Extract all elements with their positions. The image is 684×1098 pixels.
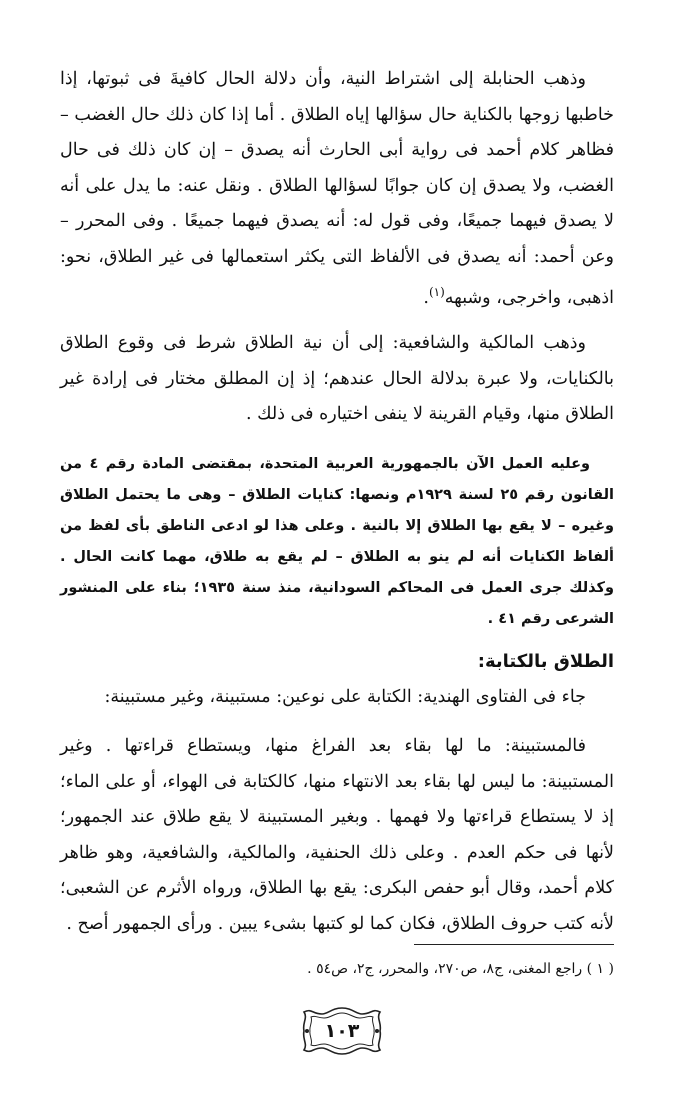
page-number: ١٠٣ [324, 1020, 360, 1042]
page-number-ornament [300, 1005, 384, 1057]
footnote-marker: (١) [428, 285, 445, 299]
paragraph-hanabila [60, 62, 614, 316]
paragraph-hanabila-text: وذهب الحنابلة إلى اشتراط النية، وأن دلالة الحال كافيةَ فى ثبوتها، إذا خاطبها زوجها بالكناية حال سؤالها إياه الطلاق . أما إذا كان ذلك حال الغضب – فظاهر كلام أحمد فى رواية أبى الحارث أنه يصدق – إن كان ذلك فى حال الغضب، ولا يصدق إن كان جوابًا لسؤالها الطلاق . ونقل عنه: ما يدل على أنه لا يصدق فيهما جميعًا، وفى قول له: أنه يصدق فيهما جميعًا . وفى المحرر – وعن أحمد: أنه يصدق فى الألفاظ التى يكثر استعمالها فى غير الطلاق، نحو: اذهبى، واخرجى، وشبهه [60, 69, 614, 308]
paragraph-law-note: وعليه العمل الآن بالجمهورية العربية المتحدة، بمقتضى المادة رقم ٤ من القانون رقم ٢٥ لسنة ١٩٢٩م ونصها: كنايات الطلاق – وهى ما يحتمل الطلاق وغيره – لا يقع بها الطلاق إلا بالنية . وعلى هذا لو ادعى الناطق بأى لفظ من ألفاظ الكنايات أنه لم ينو به الطلاق – لم يقع به طلاق، مهما كانت الحال . وكذلك جرى العمل فى المحاكم السودانية، منذ سنة ١٩٣٥؛ بناء على المنشور الشرعى رقم ٤١ . [60, 455, 615, 627]
paragraph-fatawa: جاء فى الفتاوى الهندية: الكتابة على نوعين: مستبينة، وغير مستبينة: [104, 686, 586, 707]
paragraph-mustabina: فالمستبينة: ما لها بقاء بعد الفراغ منها، ويستطاع قراءتها . وغير المستبينة: ما ليس لها بقاء بعد الانتهاء منها، كالكتابة فى الهواء، أو على الماء؛ إذ لا يستطاع قراءتها ولا فهمها . وبغير المستبينة لا يقع طلاق عند الجمهور؛ لأنها فى حكم العدم . وعلى ذلك الحنفية، والمالكية، والشافعية، وهو ظاهر كلام أحمد، وقال أبو حفص البكرى: يقع بها الطلاق، ورواه الأثرم عن الشعبى؛ لأنه كتب حروف الطلاق، فكان كما لو كتبها بشىء يبين . ورأى الجمهور أصح . [60, 736, 614, 934]
section-heading: الطلاق بالكتابة: [477, 650, 614, 672]
footnote: ( ١ ) راجع المغنى، ج٨، ص٢٧٠، والمحرر، ج٢، ص٥٤ . [307, 961, 614, 977]
footnote-divider [414, 944, 614, 945]
paragraph-hanabila-end: . [423, 287, 429, 308]
paragraph-malikiya: وذهب المالكية والشافعية: إلى أن نية الطلاق شرط فى وقوع الطلاق بالكنايات، ولا عبرة بدلالة الحال عندهم؛ إذ إن المطلق مختار فى إرادة غير الطلاق منها، وقيام القرينة لا ينفى اختياره فى ذلك . [60, 333, 614, 425]
